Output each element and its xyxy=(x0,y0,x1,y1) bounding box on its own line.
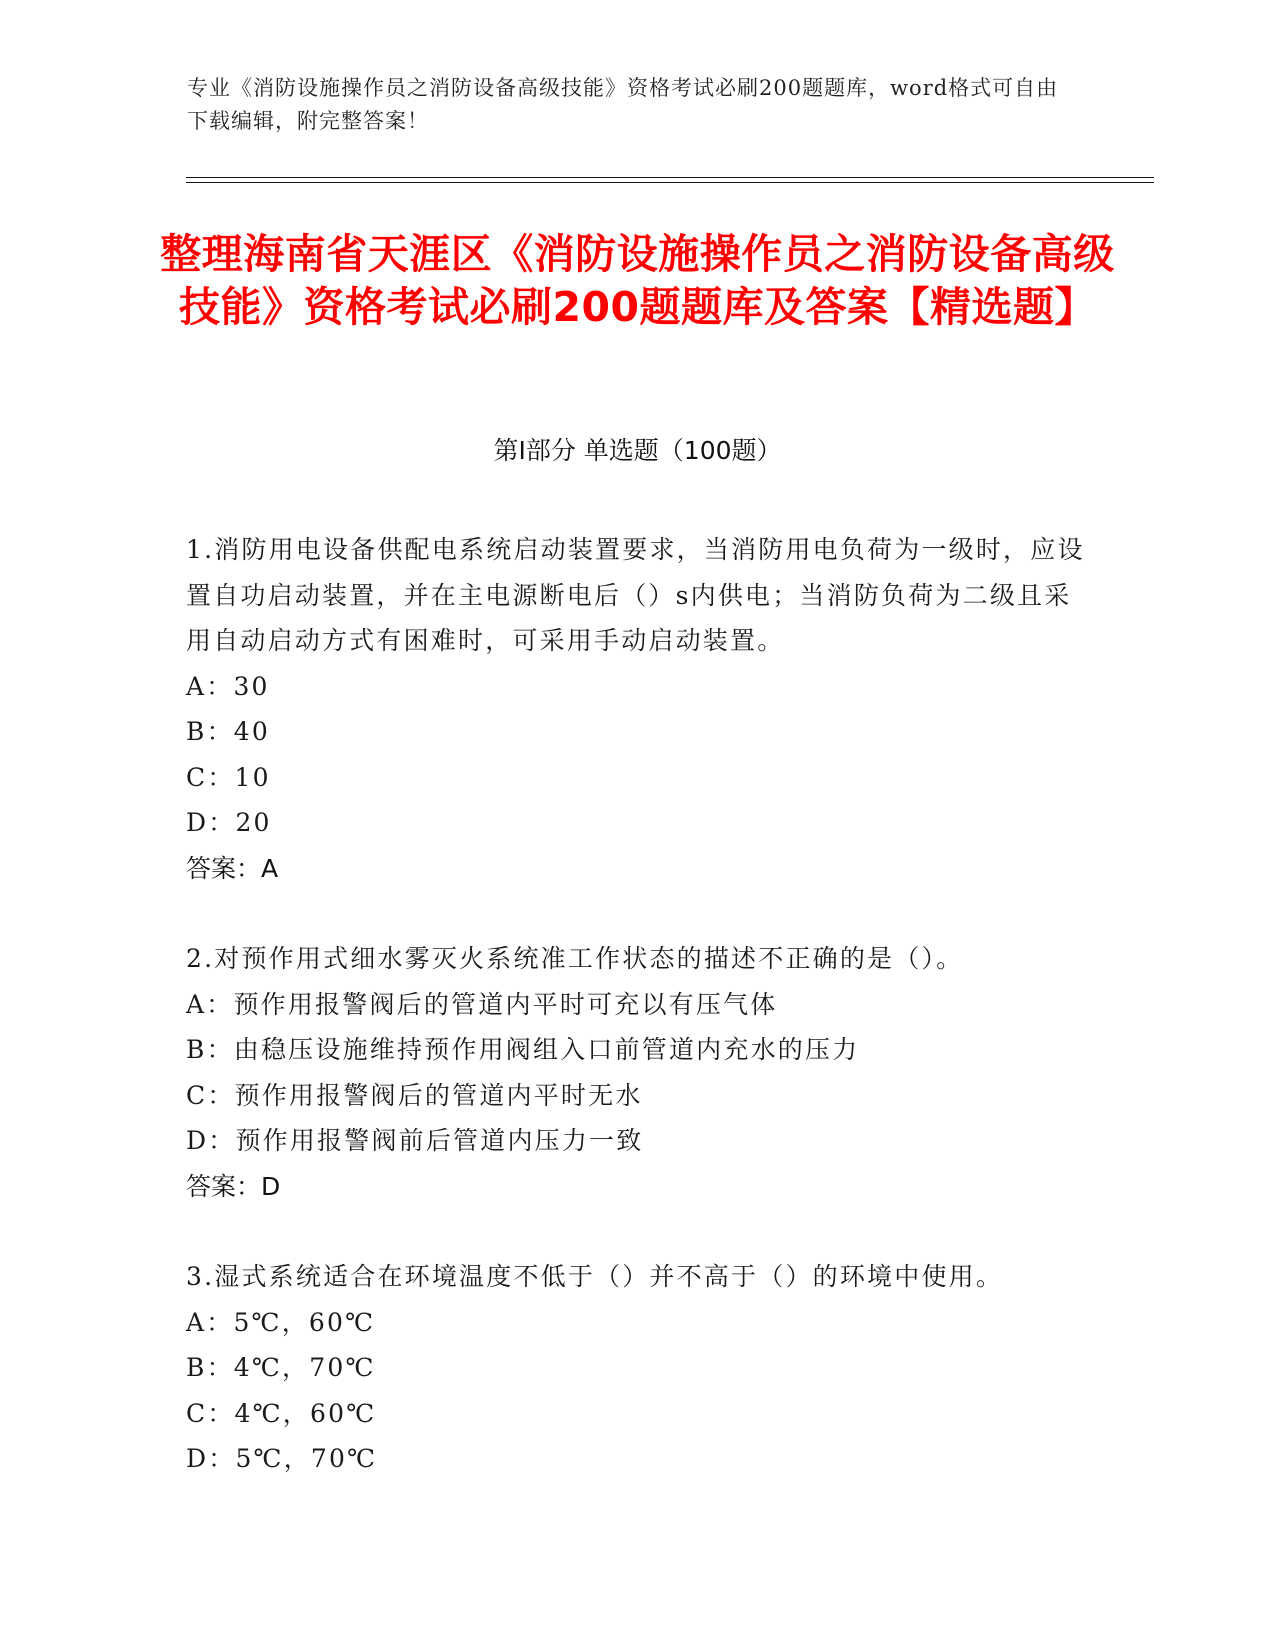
option-d: D：预作用报警阀前后管道内压力一致 xyxy=(186,1126,644,1155)
question-text: 1.消防用电设备供配电系统启动装置要求，当消防用电负荷为一级时，应设置自功启动装置，并在主电源断电后（）s内供电；当消防负荷为二级且采用自动启动方式有困难时，可采用手动启动装置。 xyxy=(186,535,1085,655)
answer: 答案：A xyxy=(186,853,279,883)
document-title: 整理海南省天涯区《消防设施操作员之消防设备高级技能》资格考试必刷200题题库及答案【精选题】 xyxy=(160,230,1115,331)
option-d: D：20 xyxy=(186,808,272,837)
option-b: B：40 xyxy=(186,717,270,746)
question-list xyxy=(186,527,1086,1527)
option-a: A：5℃，60℃ xyxy=(186,1307,376,1337)
option-c: C：10 xyxy=(186,762,271,792)
header-divider-top xyxy=(186,177,1154,178)
option-d: D：5℃，70℃ xyxy=(186,1444,378,1473)
option-c: C：预作用报警阀后的管道内平时无水 xyxy=(186,1080,643,1110)
section-title: 第Ⅰ部分 单选题（100题） xyxy=(493,436,782,465)
question-3 xyxy=(186,1254,1086,1482)
question-text: 2.对预作用式细水雾灭火系统准工作状态的描述不正确的是（）。 xyxy=(186,944,964,973)
question-1 xyxy=(186,527,1086,891)
question-2 xyxy=(186,936,1086,1209)
answer: 答案：D xyxy=(186,1171,281,1201)
option-c: C：4℃，60℃ xyxy=(186,1398,377,1428)
header-divider-bottom xyxy=(186,182,1154,183)
question-text: 3.湿式系统适合在环境温度不低于（）并不高于（）的环境中使用。 xyxy=(186,1262,1004,1291)
option-b: B：4℃，70℃ xyxy=(186,1353,376,1382)
option-a: A：预作用报警阀后的管道内平时可充以有压气体 xyxy=(186,989,778,1019)
option-a: A：30 xyxy=(186,671,270,701)
option-b: B：由稳压设施维持预作用阀组入口前管道内充水的压力 xyxy=(186,1035,860,1064)
header-note: 专业《消防设施操作员之消防设备高级技能》资格考试必刷200题题库，word格式可自由下载编辑，附完整答案！ xyxy=(187,76,1059,133)
